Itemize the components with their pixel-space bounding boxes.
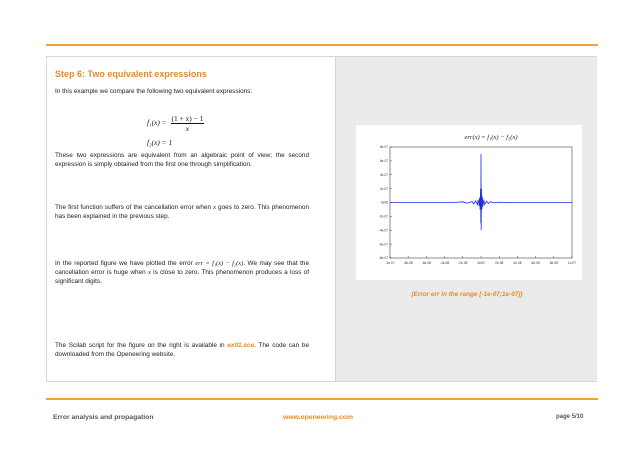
paragraph-equivalence: These two expressions are equivalent from an algebraic point of view; the second expression is simply obtained from the first one through simplification. xyxy=(55,152,309,169)
error-chart xyxy=(356,125,582,280)
formula-f1-fraction xyxy=(171,114,205,133)
math-x: x xyxy=(213,204,216,211)
script-link[interactable]: ex01.sce xyxy=(227,342,255,349)
footer-website-link[interactable]: www.openeering.com xyxy=(283,414,353,421)
content-box xyxy=(46,56,597,382)
figure-caption: (Error err in the range [-1e-07;1e-07]) xyxy=(411,291,523,298)
y-tick-label: 0e00 xyxy=(380,200,388,205)
formula-f1-denominator: x xyxy=(185,124,190,133)
math-x: x xyxy=(148,269,151,277)
x-tick-label: -2e-08 xyxy=(458,261,468,265)
y-tick-label: -8e-07 xyxy=(378,256,388,261)
paragraph-figure-b: . We may see that the cancellation error is huge when xyxy=(55,260,310,277)
paragraph-script xyxy=(55,341,309,359)
header-rule xyxy=(46,44,598,46)
x-tick-label: 2e-08 xyxy=(495,261,504,265)
y-tick-label: 2e-07 xyxy=(379,186,388,191)
x-tick-label: 6e-08 xyxy=(531,261,540,265)
y-tick-label: 8e-07 xyxy=(379,145,388,150)
x-tick-label: -4e-08 xyxy=(439,261,450,265)
paragraph-script-b: . The code can be downloaded from the Openeering website. xyxy=(55,342,310,359)
y-tick-label: -4e-07 xyxy=(378,228,388,233)
paragraph-figure xyxy=(55,259,309,287)
formula-f2: f₂(x) = 1 xyxy=(147,138,173,147)
figure-column xyxy=(335,57,597,381)
x-tick-label: 0e00 xyxy=(477,261,485,265)
x-tick-label: 4e-08 xyxy=(513,261,522,265)
text-column xyxy=(47,57,335,381)
y-tick-label: 6e-07 xyxy=(379,159,388,164)
intro-paragraph: In this example we compare the following two equivalent expressions: xyxy=(55,88,253,95)
x-tick-label: 8e-08 xyxy=(549,261,558,265)
footer-rule xyxy=(46,398,598,400)
chart-title: err(x) = f₁(x) − f₂(x) xyxy=(464,134,518,141)
formula-f1 xyxy=(147,114,204,133)
footer-document-title: Error analysis and propagation xyxy=(53,414,154,421)
x-tick-label: 1e-07 xyxy=(567,261,577,265)
paragraph-script-a: The Scilab script for the figure on the right is available in xyxy=(55,342,228,349)
y-tick-label: 4e-07 xyxy=(379,172,388,177)
step-title: Step 6: Two equivalent expressions xyxy=(55,69,207,79)
paragraph-figure-c: is close to zero. This phenomenon produces a loss of significant digits. xyxy=(55,269,309,286)
x-tick-label: -6e-08 xyxy=(421,261,432,265)
footer-page-number: page 5/10 xyxy=(556,414,584,420)
formula-f1-lhs: f₁(x) = xyxy=(147,118,167,128)
error-chart-svg xyxy=(356,125,582,280)
x-tick-label: -8e-08 xyxy=(403,261,413,265)
paragraph-cancellation-b: goes to zero. This phenomenon has been explained in the previous step. xyxy=(55,204,310,221)
y-tick-label: -6e-07 xyxy=(378,242,388,247)
paragraph-cancellation xyxy=(55,203,309,221)
y-tick-label: -2e-07 xyxy=(378,214,388,219)
paragraph-cancellation-a: The first function suffers of the cancellation error when xyxy=(55,204,214,211)
math-err-expression: err = f₁(x) − f₂(x) xyxy=(195,260,244,267)
paragraph-figure-a: In the reported figure we have plotted the error xyxy=(55,260,196,267)
x-tick-label: -1e-07 xyxy=(385,261,395,265)
formula-f1-numerator: (1 + x) − 1 xyxy=(171,114,204,123)
